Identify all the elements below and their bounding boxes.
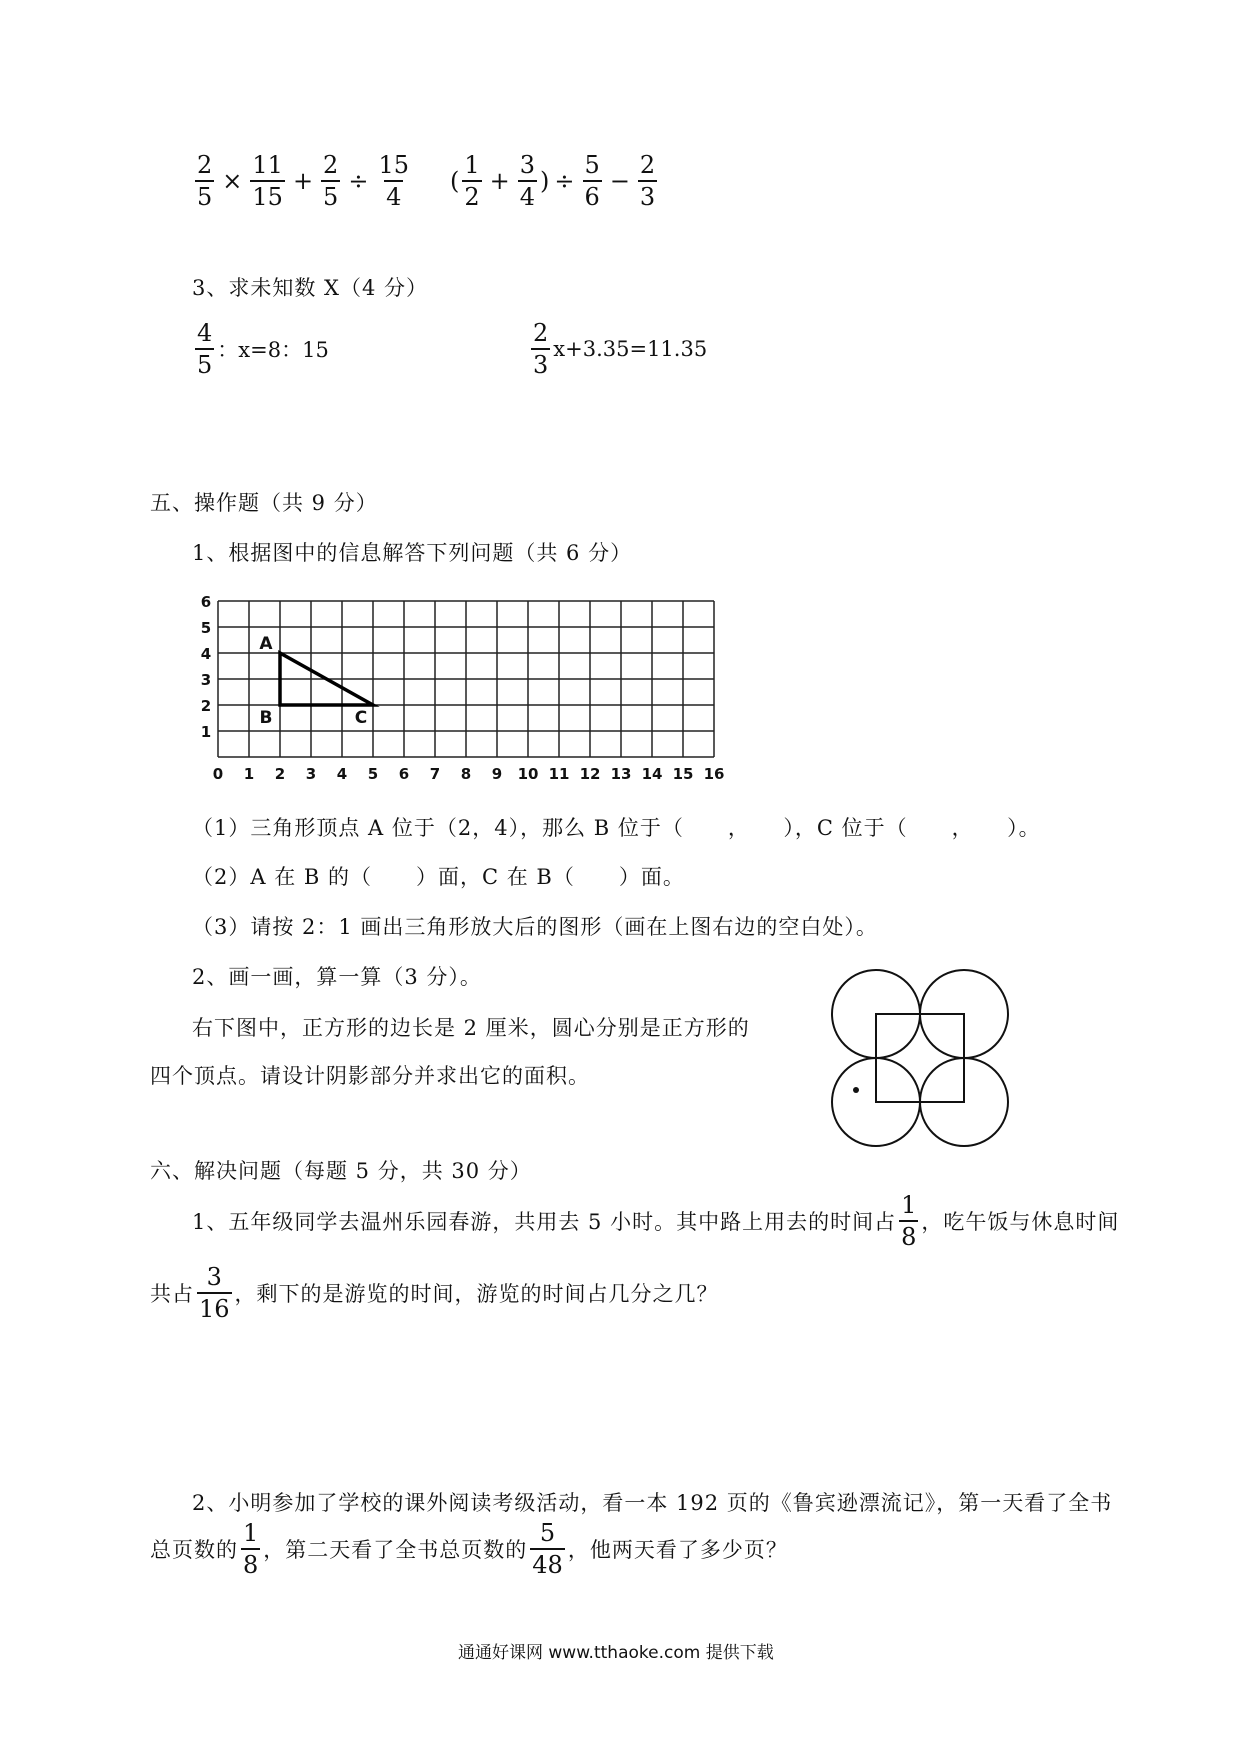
x-tick-label: 3 bbox=[305, 765, 317, 783]
y-tick-label: 2 bbox=[200, 697, 212, 715]
x-tick-label: 8 bbox=[460, 765, 472, 783]
operator: ÷ bbox=[348, 167, 369, 195]
question-3-title: 3、求未知数 X（4 分） bbox=[192, 276, 429, 300]
problem-1-line-2 bbox=[150, 1262, 719, 1324]
x-tick-label: 11 bbox=[548, 765, 570, 783]
x-tick-label: 12 bbox=[579, 765, 601, 783]
y-tick-label: 5 bbox=[200, 619, 212, 637]
operator: + bbox=[292, 167, 314, 195]
sub-question-3: （3）请按 2：1 画出三角形放大后的图形（画在上图右边的空白处）。 bbox=[192, 915, 878, 939]
x-tick-label: 4 bbox=[336, 765, 348, 783]
vertex-label-c: C bbox=[354, 708, 368, 728]
operator: ÷ bbox=[554, 167, 575, 195]
grid-svg bbox=[200, 590, 740, 785]
vertex-label-b: B bbox=[259, 708, 273, 728]
question-5-2-title: 2、画一画，算一算（3 分）。 bbox=[192, 965, 482, 989]
sub-question-1: （1）三角形顶点 A 位于（2，4），那么 B 位于（ ， ），C 位于（ ， ）。 bbox=[192, 816, 1041, 840]
expression-2 bbox=[450, 150, 660, 212]
problem-2-line-1: 2、小明参加了学校的课外阅读考级活动，看一本 192 页的《鲁宾逊漂流记》，第一天看了全书 bbox=[192, 1491, 1113, 1515]
x-tick-label: 15 bbox=[672, 765, 694, 783]
fraction: $\frac{15}{4}$ bbox=[378, 151, 409, 211]
paren-close: ) bbox=[540, 167, 550, 195]
x-tick-label: 16 bbox=[703, 765, 725, 783]
equation-2 bbox=[528, 318, 707, 380]
operator: − bbox=[609, 167, 630, 195]
problem-2-text-b: 总页数的 bbox=[150, 1538, 238, 1562]
fraction: $\frac{4}{5}$ bbox=[197, 319, 213, 379]
problem-1-text-d: ，剩下的是游览的时间，游览的时间占几分之几？ bbox=[234, 1282, 719, 1306]
vertex-label-a: A bbox=[259, 634, 273, 654]
fraction: $\frac{1}{8}$ bbox=[243, 1519, 259, 1579]
equation-1 bbox=[192, 318, 329, 380]
fraction: $\frac{2}{5}$ bbox=[323, 151, 339, 211]
problem-1-text-c: 共占 bbox=[150, 1282, 194, 1306]
x-tick-label: 10 bbox=[517, 765, 539, 783]
x-tick-label: 5 bbox=[367, 765, 379, 783]
section-5-title: 五、操作题（共 9 分） bbox=[150, 491, 378, 515]
x-tick-label: 2 bbox=[274, 765, 286, 783]
operator: × bbox=[222, 167, 243, 195]
fraction: $\frac{2}{5}$ bbox=[197, 151, 213, 211]
fraction: $\frac{2}{3}$ bbox=[533, 319, 549, 379]
problem-1-text-b: ，吃午饭与休息时间 bbox=[921, 1210, 1120, 1234]
y-tick-label: 4 bbox=[200, 645, 212, 663]
x-tick-label: 7 bbox=[429, 765, 441, 783]
problem-1-line-1 bbox=[192, 1190, 1119, 1252]
fraction: $\frac{1}{8}$ bbox=[901, 1191, 917, 1251]
equation-text: x+3.35=11.35 bbox=[553, 337, 708, 361]
fraction: $\frac{1}{2}$ bbox=[464, 151, 480, 211]
fraction: $\frac{3}{16}$ bbox=[199, 1263, 230, 1323]
x-tick-label: 6 bbox=[398, 765, 410, 783]
problem-2-text-c: ，第二天看了全书总页数的 bbox=[263, 1538, 528, 1562]
x-tick-label: 1 bbox=[243, 765, 255, 783]
question-5-2-line-2: 四个顶点。请设计阴影部分并求出它的面积。 bbox=[150, 1064, 590, 1088]
problem-2-text-d: ，他两天看了多少页？ bbox=[567, 1538, 788, 1562]
fraction: $\frac{5}{48}$ bbox=[532, 1519, 563, 1579]
equation-text: ：x=8：15 bbox=[217, 338, 329, 362]
center-dot bbox=[853, 1087, 859, 1093]
x-tick-label: 0 bbox=[212, 765, 224, 783]
fraction: $\frac{2}{3}$ bbox=[639, 151, 656, 211]
fraction: $\frac{11}{15}$ bbox=[252, 151, 283, 211]
fraction: $\frac{5}{6}$ bbox=[584, 151, 600, 211]
y-tick-label: 3 bbox=[200, 671, 212, 689]
question-5-2-line-1: 右下图中，正方形的边长是 2 厘米，圆心分别是正方形的 bbox=[192, 1016, 750, 1040]
x-tick-label: 13 bbox=[610, 765, 632, 783]
problem-1-text-a: 1、五年级同学去温州乐园春游，共用去 5 小时。其中路上用去的时间占 bbox=[192, 1210, 897, 1234]
question-5-1-title: 1、根据图中的信息解答下列问题（共 6 分） bbox=[192, 541, 633, 565]
sub-question-2: （2）A 在 B 的（ ）面，C 在 B（ ）面。 bbox=[192, 865, 685, 889]
x-tick-label: 9 bbox=[491, 765, 503, 783]
square bbox=[876, 1014, 964, 1102]
y-tick-label: 1 bbox=[200, 723, 212, 741]
expression-1 bbox=[192, 150, 414, 212]
operator: + bbox=[489, 167, 510, 195]
section-6-title: 六、解决问题（每题 5 分，共 30 分） bbox=[150, 1159, 532, 1183]
coordinate-grid bbox=[200, 590, 740, 789]
fraction: $\frac{3}{4}$ bbox=[519, 151, 536, 211]
circles-square-figure bbox=[826, 962, 1016, 1166]
footer-source: 通通好课网 www.tthaoke.com 提供下载 bbox=[458, 1643, 774, 1663]
x-tick-label: 14 bbox=[641, 765, 663, 783]
problem-2-line-2 bbox=[150, 1518, 788, 1580]
y-tick-label: 6 bbox=[200, 593, 212, 611]
paren-open: ( bbox=[450, 167, 460, 195]
